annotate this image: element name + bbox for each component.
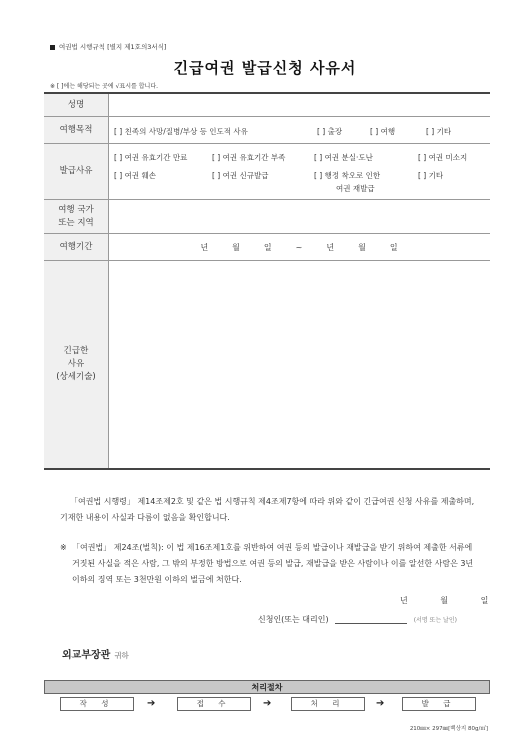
declaration-text: 「여권법 시행령」 제14조제2호 및 같은 법 시행규칙 제4조제7항에 따라 위와 같이 긴급여권 신청 사유를 제출하며, 기재한 내용이 사실과 다름이 없음을 확인합니다. [60, 497, 475, 522]
reason-expired[interactable]: [ ] 여권 유효기간 만료 [114, 153, 188, 162]
purpose-label: 여행목적 [44, 117, 109, 143]
destination-label [44, 200, 109, 233]
purpose-option-business[interactable]: [ ] 출장 [317, 127, 343, 136]
urgent-label-line2: 사유 [67, 359, 85, 370]
warning-mark: ※ [60, 543, 67, 552]
purpose-option-humanitarian[interactable]: [ ] 친족의 사망/질병/부상 등 인도적 사유 [114, 127, 248, 136]
urgent-label-line1: 긴급한 [63, 346, 89, 357]
reason-other[interactable]: [ ] 기타 [418, 171, 444, 180]
reason-insufficient-validity[interactable]: [ ] 여권 유효기간 부족 [212, 153, 286, 162]
applicant-signature [258, 614, 457, 625]
sign-year: 년 [400, 596, 408, 605]
recipient-name: 외교부장관 [62, 650, 111, 661]
period-end-year: 년 [326, 242, 335, 252]
reason-admin-error[interactable]: [ ] 행정 착오로 인한 [314, 171, 381, 180]
step-issue: 발 급 [402, 697, 476, 711]
square-bullet-icon [50, 45, 55, 50]
reason-lost-stolen[interactable]: [ ] 여권 분실·도난 [314, 153, 373, 162]
paper-spec: 210㎜× 297㎜[백상지 80g/㎡] [409, 726, 488, 732]
destination-row [44, 200, 490, 234]
instruction-note: ※ [ ]에는 해당되는 곳에 √표시를 합니다. [50, 83, 159, 90]
period-start-month: 월 [232, 242, 240, 252]
warning-text: 「여권법」 제24조(벌칙): 이 법 제16조제1호를 위반하여 여권 등의 발급이나 재발급을 받기 위하여 제출한 서류에 거짓된 사실을 적은 사람, 그 밖의 부정한 방법으로 여권 등의 발급, 재발급을 받은 사람이나 이를 알선한 사람은 3년 이하의 징역 또는 3천만원 이하의 벌금에 처한다. [72, 543, 474, 584]
sign-month: 월 [440, 596, 449, 605]
recipient-suffix: 귀하 [114, 651, 129, 660]
arrow-icon: ➔ [376, 698, 385, 709]
urgent-reason-field[interactable] [108, 261, 490, 468]
step-process: 처 리 [291, 697, 365, 711]
reason-not-carried[interactable]: [ ] 여권 미소지 [418, 153, 468, 162]
destination-label-line1: 여행 국가 [58, 204, 94, 215]
period-dates [108, 234, 490, 260]
period-start-day: 일 [263, 242, 272, 252]
purpose-option-travel[interactable]: [ ] 여행 [370, 127, 396, 136]
period-row [44, 234, 490, 261]
page-title: 긴급여권 발급신청 사유서 [173, 59, 357, 77]
form-reference [50, 42, 166, 51]
purpose-option-other[interactable]: [ ] 기타 [426, 127, 452, 136]
destination-label-line2: 또는 지역 [58, 217, 94, 228]
form-reference-text: 여권법 시행규칙 [별지 제1호의3서식] [59, 43, 167, 51]
application-form [44, 92, 490, 470]
reason-label: 발급사유 [44, 144, 109, 199]
period-start-year: 년 [200, 242, 209, 252]
signature-hint: (서명 또는 날인) [413, 617, 457, 624]
reason-damaged[interactable]: [ ] 여권 훼손 [114, 171, 156, 180]
signature-line[interactable] [335, 623, 407, 624]
arrow-icon: ➔ [147, 698, 156, 709]
name-field[interactable] [108, 94, 490, 116]
period-end-day: 일 [389, 242, 398, 252]
sign-day: 일 [480, 596, 489, 605]
arrow-icon: ➔ [263, 698, 272, 709]
urgent-reason-row [44, 261, 490, 470]
period-field[interactable] [108, 234, 490, 260]
step-receive: 접 수 [177, 697, 251, 711]
reason-admin-error-cont: 여권 재발급 [336, 184, 375, 193]
applicant-label: 신청인(또는 대리인) [258, 615, 329, 624]
urgent-label-line3: (상세기술) [56, 371, 96, 382]
reason-row [44, 144, 490, 200]
process-title: 처리절차 [44, 680, 490, 694]
purpose-row [44, 117, 490, 144]
purpose-options [108, 117, 490, 143]
destination-field[interactable] [108, 200, 490, 233]
name-row [44, 94, 490, 117]
period-end-month: 월 [358, 242, 366, 252]
recipient [62, 646, 129, 661]
sign-date [370, 595, 488, 606]
name-label: 성명 [44, 94, 109, 116]
reason-new-issue[interactable]: [ ] 여권 신규발급 [212, 171, 269, 180]
reason-options [108, 144, 490, 199]
period-label: 여행기간 [44, 234, 109, 260]
penalty-warning [60, 540, 480, 588]
urgent-reason-label [44, 261, 109, 468]
period-tilde: ~ [295, 242, 303, 252]
step-write: 작 성 [60, 697, 134, 711]
